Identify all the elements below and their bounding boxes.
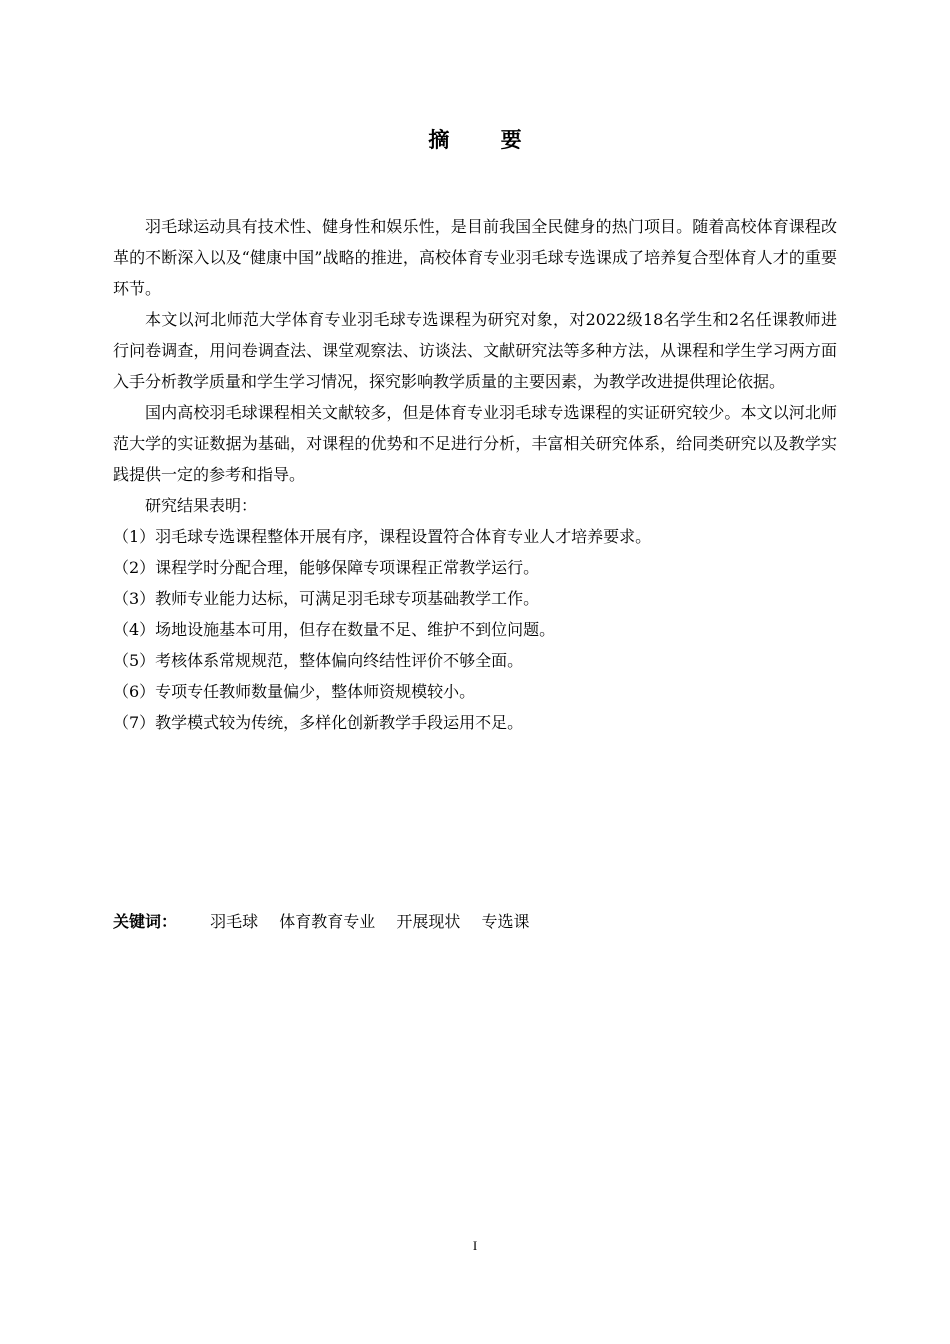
finding-item-4: （4）场地设施基本可用，但存在数量不足、维护不到位问题。 (113, 620, 556, 639)
keywords-label: 关键词： (113, 912, 178, 931)
abstract-paragraph-2: 本文以河北师范大学体育专业羽毛球专选课程为研究对象，对2022级18名学生和2名任课教师进行问卷调查，用问卷调查法、课堂观察法、访谈法、文献研究法等多种方法，从课程和学生学习两方面入手分析教学质量和学生学习情况，探究影响教学质量的主要因素，为教学改进提供理论依据。 (113, 310, 837, 391)
keyword-2: 体育教育专业 (279, 912, 376, 931)
keywords-line (113, 906, 837, 937)
keyword-4: 专选课 (481, 912, 530, 931)
finding-item-6: （6）专项专任教师数量偏少，整体师资规模较小。 (113, 682, 476, 701)
findings-intro: 研究结果表明： (145, 496, 258, 515)
keyword-1: 羽毛球 (210, 912, 259, 931)
keyword-3: 开展现状 (396, 912, 461, 931)
finding-item-1: （1）羽毛球专选课程整体开展有序，课程设置符合体育专业人才培养要求。 (113, 527, 652, 546)
abstract-body (113, 211, 837, 738)
finding-item-5: （5）考核体系常规规范，整体偏向终结性评价不够全面。 (113, 651, 524, 670)
finding-item-2: （2）课程学时分配合理，能够保障专项课程正常教学运行。 (113, 558, 540, 577)
finding-item-3: （3）教师专业能力达标，可满足羽毛球专项基础教学工作。 (113, 589, 540, 608)
finding-item-7: （7）教学模式较为传统，多样化创新教学手段运用不足。 (113, 713, 524, 732)
abstract-title: 摘 要 (428, 128, 544, 152)
abstract-paragraph-3: 国内高校羽毛球课程相关文献较多，但是体育专业羽毛球专选课程的实证研究较少。本文以河北师范大学的实证数据为基础，对课程的优势和不足进行分析，丰富相关研究体系，给同类研究以及教学实践提供一定的参考和指导。 (113, 403, 837, 484)
abstract-paragraph-1: 羽毛球运动具有技术性、健身性和娱乐性，是目前我国全民健身的热门项目。随着高校体育课程改革的不断深入以及“健康中国”战略的推进，高校体育专业羽毛球专选课成了培养复合型体育人才的重要环节。 (113, 217, 837, 298)
page-number: I (472, 1238, 478, 1253)
